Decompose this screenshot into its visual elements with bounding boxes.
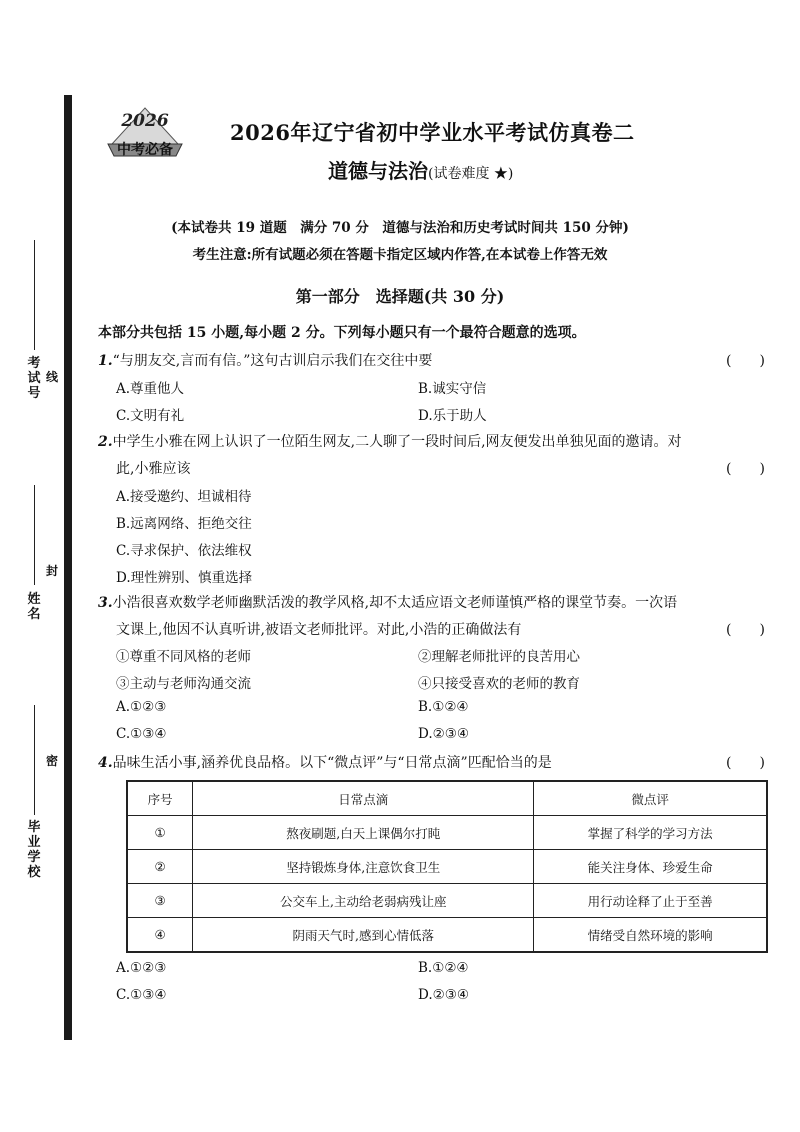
exam-info: (本试卷共 19 道题 满分 70 分 道德与法治和历史考试时间共 150 分钟) (171, 220, 629, 236)
option: B.诚实守信 (418, 381, 487, 397)
question-1 (98, 350, 432, 370)
table-cell: 掌握了科学的学习方法 (534, 816, 767, 850)
table-cell: 情绪受自然环境的影响 (534, 918, 767, 953)
table-row (127, 918, 767, 953)
question-text: 品味生活小事,涵养优良品格。以下“微点评”与“日常点滴”匹配恰当的是 (112, 755, 552, 771)
option: B.①②④ (418, 699, 469, 715)
table-header: 微点评 (534, 781, 767, 816)
table-cell: ① (127, 816, 193, 850)
table-header: 日常点滴 (193, 781, 534, 816)
table-cell: 用行动诠释了止于至善 (534, 884, 767, 918)
question-3 (98, 592, 677, 612)
option: D.乐于助人 (418, 408, 487, 424)
option: A.①②③ (116, 699, 167, 715)
binding-line (64, 95, 72, 1040)
table-cell: 坚持锻炼身体,注意饮食卫生 (193, 850, 534, 884)
exam-subject (328, 155, 513, 184)
statement: ③主动与老师沟通交流 (116, 676, 251, 692)
table-cell: 公交车上,主动给老弱病残让座 (193, 884, 534, 918)
section-instruction: 本部分共包括 15 小题,每小题 2 分。下列每小题只有一个最符合题意的选项。 (98, 325, 586, 341)
question-2 (98, 431, 682, 451)
name-label: 姓名 (27, 592, 41, 622)
bind-mark-seal: 封 (46, 564, 59, 578)
exam-notice: 考生注意:所有试题必须在答题卡指定区域内作答,在本试卷上作答无效 (192, 247, 608, 263)
option: A.尊重他人 (116, 381, 185, 397)
table-cell: ④ (127, 918, 193, 953)
table-row (127, 850, 767, 884)
question-text-cont: 文课上,他因不认真听讲,被语文老师批评。对此,小浩的正确做法有 (116, 622, 522, 638)
statement: ①尊重不同风格的老师 (116, 649, 251, 665)
statement: ②理解老师批评的良苦用心 (418, 649, 580, 665)
question-4 (98, 752, 552, 772)
statement: ④只接受喜欢的老师的教育 (418, 676, 580, 692)
difficulty: (试卷难度 ★) (428, 166, 514, 182)
table-header: 序号 (127, 781, 193, 816)
question-text: 小浩很喜欢数学老师幽默活泼的教学风格,却不太适应语文老师谨慎严格的课堂节奏。一次语 (112, 595, 678, 611)
option: B.远离网络、拒绝交往 (116, 516, 252, 532)
bind-mark-secret: 密 (46, 754, 59, 768)
subject-name: 道德与法治 (328, 159, 428, 183)
question-number: 4. (98, 755, 113, 771)
option: C.①③④ (116, 987, 167, 1003)
school-underline (34, 705, 35, 815)
option: C.寻求保护、依法维权 (116, 543, 252, 559)
question-text-cont: 此,小雅应该 (116, 461, 191, 477)
answer-paren: ( ) (726, 353, 765, 369)
logo-text: 中考必备 (117, 142, 173, 158)
table-cell: ③ (127, 884, 193, 918)
name-underline (34, 485, 35, 585)
table-cell: 阴雨天气时,感到心情低落 (193, 918, 534, 953)
option: D.②③④ (418, 726, 469, 742)
question-text: “与朋友交,言而有信。”这句古训启示我们在交往中要 (112, 353, 433, 369)
answer-paren: ( ) (726, 622, 765, 638)
table-cell: 能关注身体、珍爱生命 (534, 850, 767, 884)
table-header-row (127, 781, 767, 816)
option: C.①③④ (116, 726, 167, 742)
table-row (127, 816, 767, 850)
option: B.①②④ (418, 960, 469, 976)
bind-mark-line: 线 (46, 370, 59, 384)
option: D.②③④ (418, 987, 469, 1003)
table-row (127, 884, 767, 918)
option: C.文明有礼 (116, 408, 185, 424)
question-number: 1. (98, 353, 113, 369)
answer-paren: ( ) (726, 461, 765, 477)
logo-year: 2026 (121, 111, 169, 131)
answer-paren: ( ) (726, 755, 765, 771)
table-cell: ② (127, 850, 193, 884)
school-label: 毕业学校 (27, 820, 41, 880)
exam-title: 2026年辽宁省初中学业水平考试仿真卷二 (230, 120, 635, 145)
option: A.接受邀约、坦诚相待 (116, 489, 252, 505)
question-number: 3. (98, 595, 113, 611)
exam-no-label: 考试号 (27, 356, 41, 401)
matching-table (126, 780, 768, 953)
logo (102, 100, 188, 162)
option: D.理性辨别、慎重选择 (116, 570, 253, 586)
section-title: 第一部分 选择题(共 30 分) (295, 287, 505, 306)
table-cell: 熬夜刷题,白天上课偶尔打盹 (193, 816, 534, 850)
question-text: 中学生小雅在网上认识了一位陌生网友,二人聊了一段时间后,网友便发出单独见面的邀请。对 (112, 434, 682, 450)
option: A.①②③ (116, 960, 167, 976)
question-number: 2. (98, 434, 113, 450)
